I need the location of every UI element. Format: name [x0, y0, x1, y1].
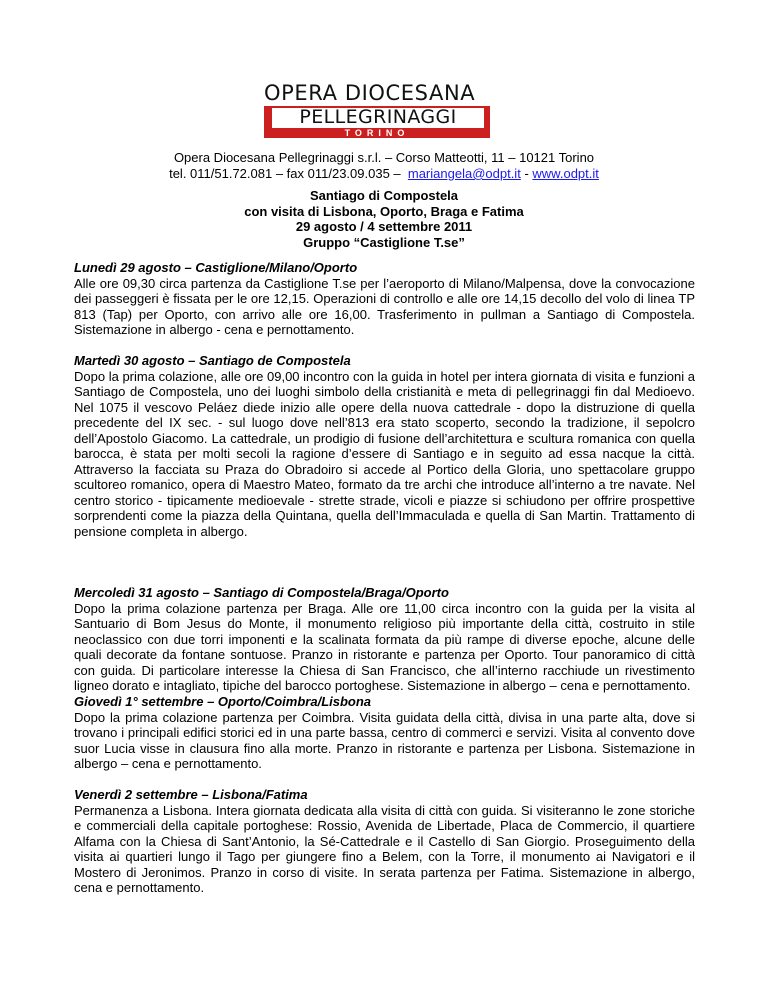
day-section — [74, 260, 695, 338]
day-description: Dopo la prima colazione, alle ore 09,00 incontro con la guida in hotel per intera giornata di visita e funzioni a Santiago de Compostela, uno dei luoghi simbolo della cristianità e meta di pellegrinaggi fin dal Medioevo. Nel 1075 il vescovo Peláez diede inizio alle opere della nuova cattedrale - dopo la distruzione di quella precedente del IX sec. - sul luogo dove nell’813 era stato scoperto, secondo la tradizione, il sepolcro dell’Apostolo Giacomo. La cattedrale, un prodigio di fusione dell’architettura e scultura romanica con quella barocca, è stata per molti secoli la ragione d’essere di Santiago e in seguito ad essa nacque la città. Attraverso la facciata su Praza do Obradoiro si accede al Portico della Gloria, uno spettacolare gruppo scultoreo romanico, opera di Maestro Mateo, formato da tre archi che introduce all’interno a tre navate. Nel centro storico - tipicamente medioevale - strette strade, vicoli e piazze si schiudono per offrire prospettive sorprendenti come la piazza della Quintana, quella dell’Immaculada e quella di San Martin. Trattamento di pensione completa in albergo. — [74, 368, 695, 539]
day-section — [74, 585, 695, 694]
day-heading: Giovedì 1° settembre – Oporto/Coimbra/Lisbona — [74, 694, 372, 709]
day-heading: Venerdì 2 settembre – Lisbona/Fatima — [74, 787, 308, 802]
trip-title — [60, 188, 708, 250]
day-heading: Martedì 30 agosto – Santiago de Compostela — [74, 353, 351, 368]
title-line-4: Gruppo “Castiglione T.se” — [303, 234, 465, 250]
title-line-2: con visita di Lisbona, Oporto, Braga e Fatima — [244, 203, 524, 219]
email-link[interactable]: mariangela@odpt.it — [407, 166, 521, 181]
phone-fax: tel. 011/51.72.081 – fax 011/23.09.035 – — [169, 166, 401, 181]
company-address: Opera Diocesana Pellegrinaggi s.r.l. – Corso Matteotti, 11 – 10121 Torino — [173, 150, 595, 165]
day-section — [74, 353, 695, 539]
company-contacts — [60, 166, 708, 182]
logo-line-3: TORINO — [344, 128, 410, 138]
day-description: Permanenza a Lisbona. Intera giornata dedicata alla visita di città con guida. Si visiteranno le zone storiche e commerciali della capitale portoghese: Rossio, Avenida de Libertade, Placa de Commercio, il quartiere Alfama con la Chiesa di Sant’Antonio, la Sé-Cattedrale e il Castello di San Giorgio. Proseguimento della visita ai quartieri lungo il Tago per giungere fino a Belem, con la Torre, il monumento ai Navigatori e il Mostero di Jeronimos. Pranzo in corso di visite. In serata partenza per Fatima. Sistemazione in albergo, cena e pernottamento. — [74, 802, 695, 895]
logo-line-2: PELLEGRINAGGI — [299, 106, 457, 128]
day-heading: Lunedì 29 agosto – Castiglione/Milano/Oporto — [74, 260, 358, 275]
title-line-3: 29 agosto / 4 settembre 2011 — [295, 219, 473, 234]
agency-logo — [246, 82, 518, 138]
logo-line-1: OPERA DIOCESANA — [264, 81, 476, 105]
contact-separator: - — [524, 166, 529, 181]
day-description: Dopo la prima colazione partenza per Braga. Alle ore 11,00 circa incontro con la guida per la visita al Santuario di Bom Jesus do Monte, il monumento religioso più importante della città, costruito in stile neoclassico con due torri imponenti e la scalinata formata da più rampe di diverse epoche, alcune delle quali decorate da fontane sontuose. Pranzo in ristorante e partenza per Oporto. Tour panoramico di città con guida. Di particolare interesse la Chiesa di San Francisco, che all’interno racchiude un rivestimento ligneo dorato e intagliato, tipiche del barocco portoghese. Sistemazione in albergo – cena e pernottamento. — [74, 600, 695, 693]
title-line-1: Santiago di Compostela — [309, 188, 459, 203]
day-description: Dopo la prima colazione partenza per Coimbra. Visita guidata della città, divisa in una parte alta, dove si trovano i principali edifici storici ed in una parte bassa, centro di commerci e servizi. Visita al convento dove suor Lucia visse in clausura fino alla morte. Pranzo in ristorante e partenza per Lisbona. Sistemazione in albergo – cena e pernottamento. — [74, 709, 695, 771]
day-section — [74, 787, 695, 896]
website-link[interactable]: www.odpt.it — [532, 166, 599, 181]
day-section — [74, 694, 695, 772]
day-description: Alle ore 09,30 circa partenza da Castiglione T.se per l’aeroporto di Milano/Malpensa, dove la convocazione dei passeggeri è fissata per le ore 12,15. Operazioni di controllo e alle ore 14,15 decollo del volo di linea TP 813 (Tap) per Oporto, con arrivo alle ore 16,00. Trasferimento in pullman a Santiago di Compostela. Sistemazione in albergo - cena e pernottamento. — [74, 275, 695, 337]
day-heading: Mercoledì 31 agosto – Santiago di Compostela/Braga/Oporto — [74, 585, 449, 600]
